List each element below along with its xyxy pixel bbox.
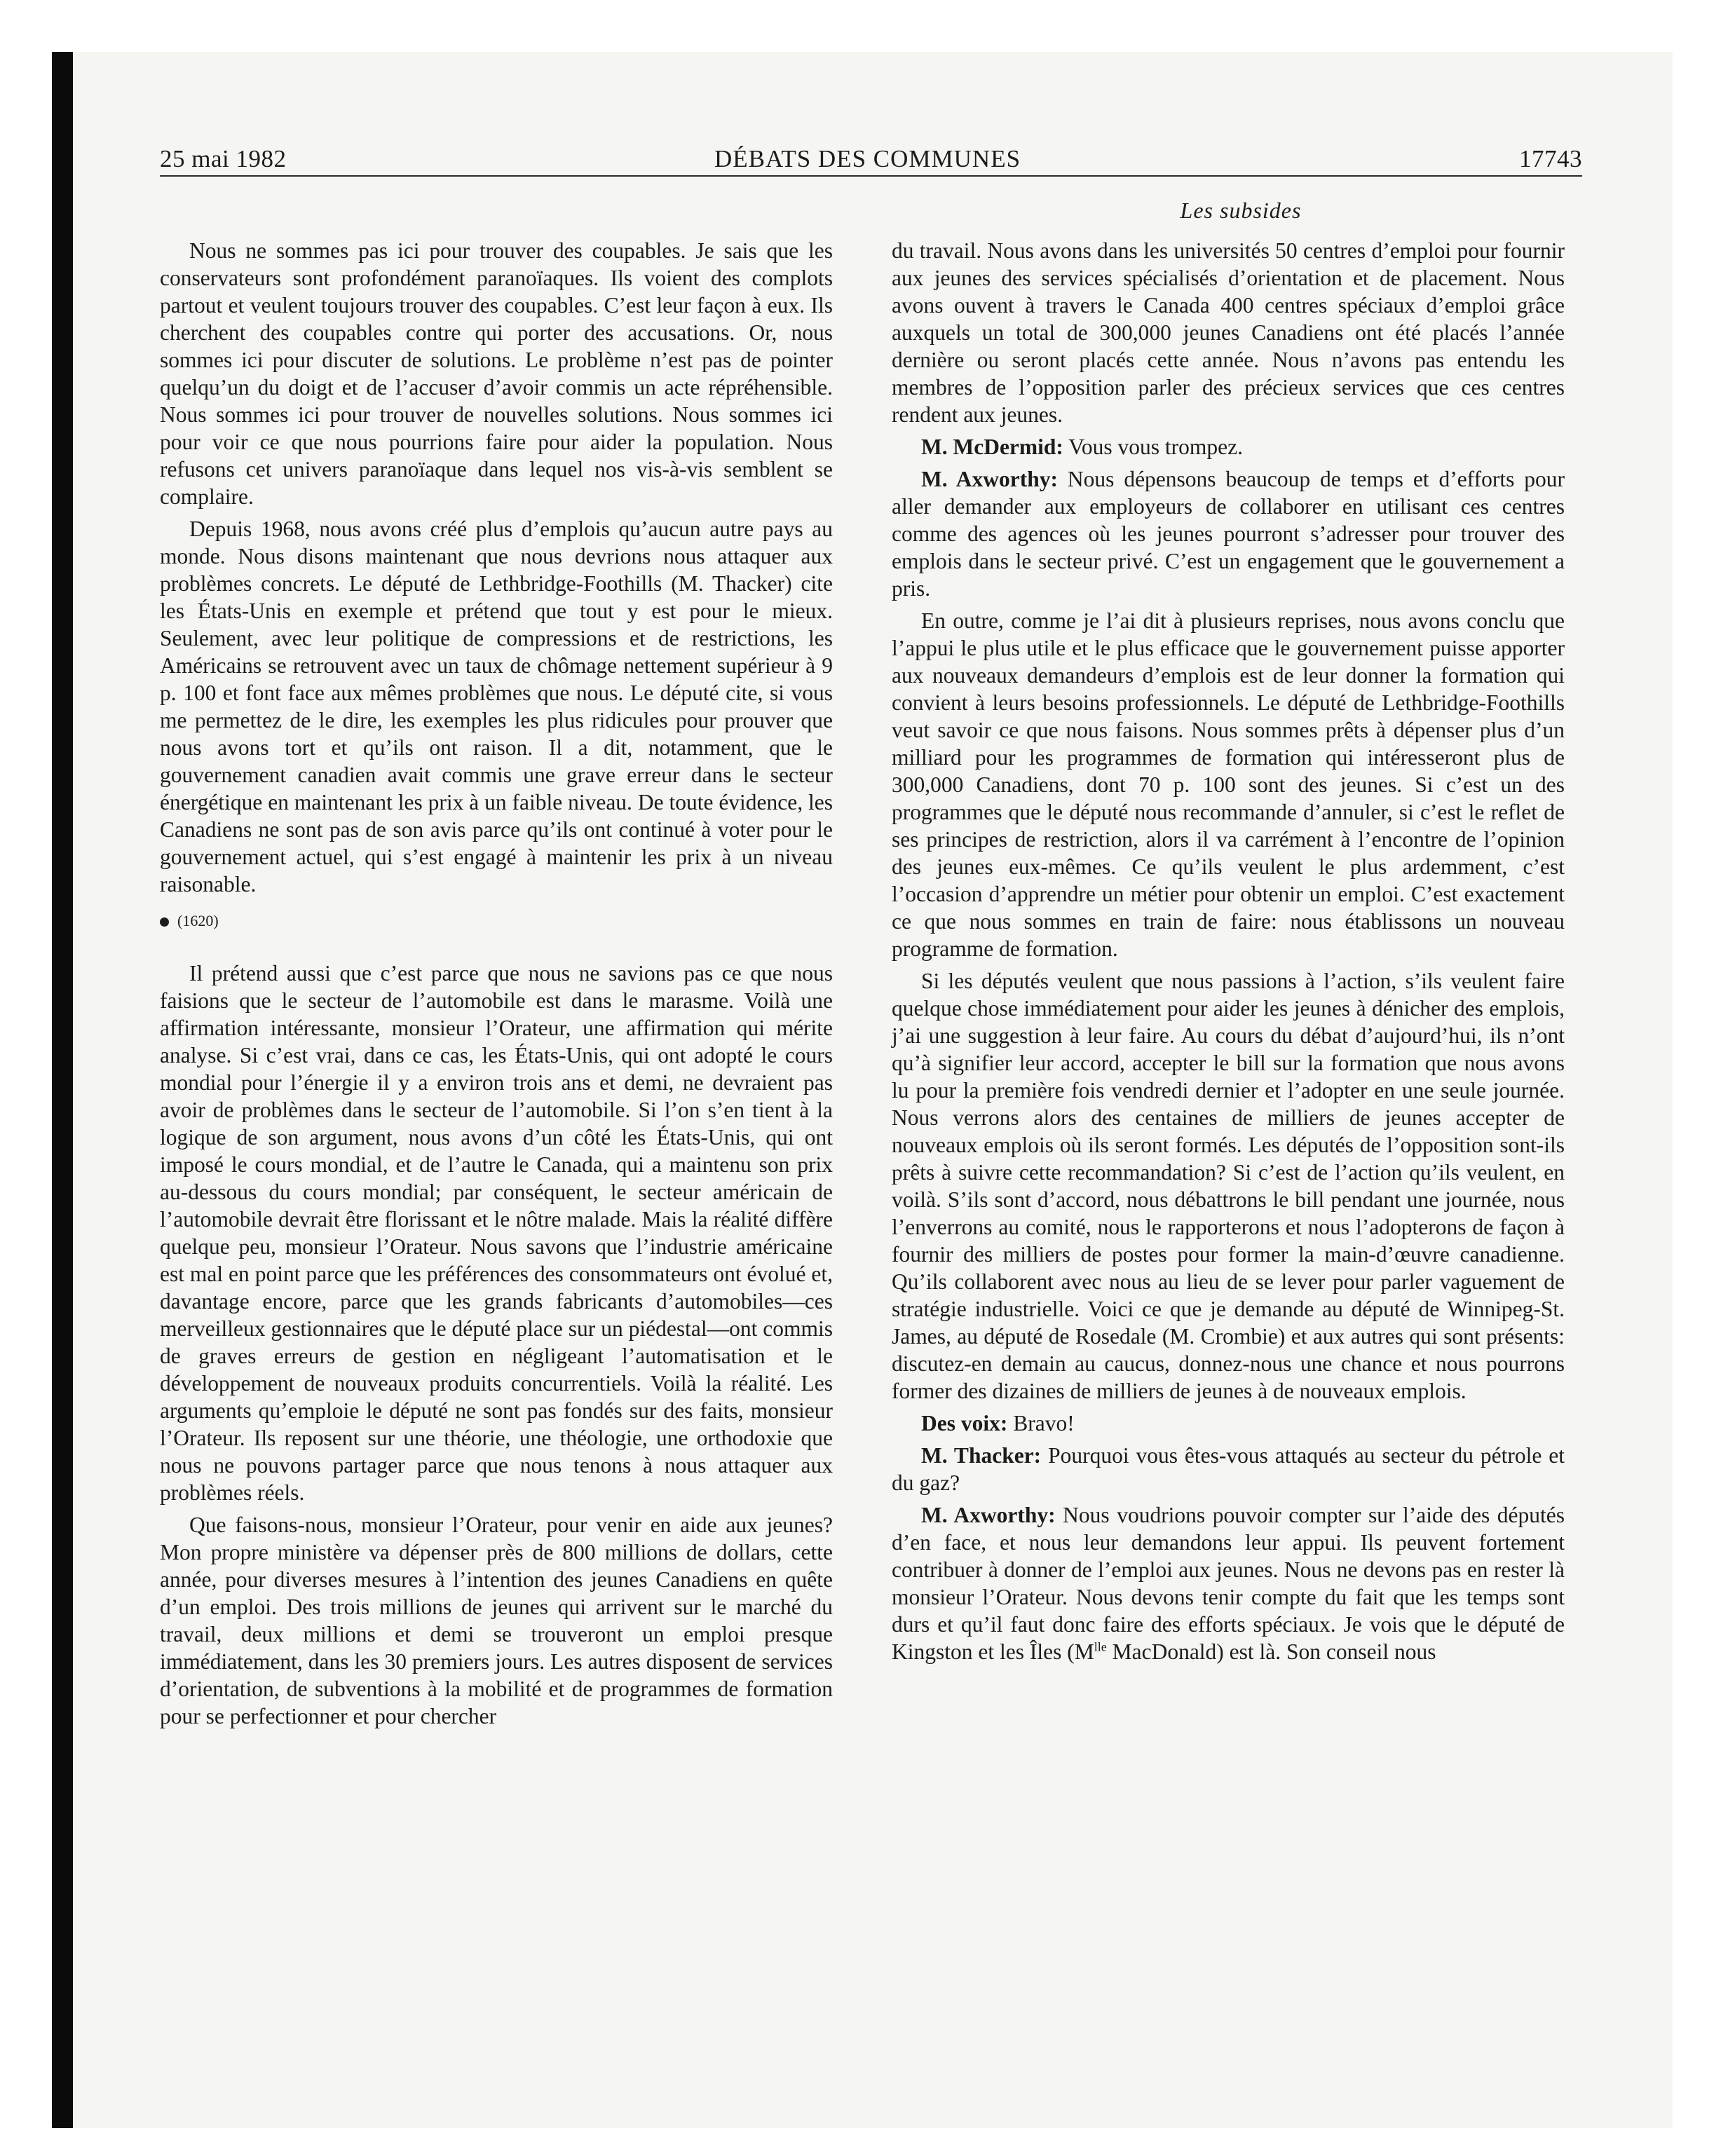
speech [892, 1501, 1565, 1665]
time-marker-text: (1620) [177, 912, 219, 929]
bullet-icon [160, 917, 169, 927]
speaker-name: M. McDermid: [921, 435, 1063, 459]
speaker-name: M. Axworthy: [921, 1503, 1056, 1527]
paragraph: Il prétend aussi que c’est parce que nous ne savions pas ce que nous faisions que le secteur de l’automobile est dans le marasme. Voilà une affirmation intéressante, monsieur l’Orateur, une affirmation qui mérite analyse. Si c’est vrai, dans ce cas, les États-Unis, qui ont adopté le cours mondial pour l’énergie il y a environ trois ans et demi, ne devraient pas avoir de problèmes dans le secteur de l’automobile. Si l’on s’en tient à la logique de son argument, nous avons d’un côté les États-Unis, qui ont imposé le cours mondial, et de l’autre le Canada, qui a maintenu son prix au-dessous du cours mondial; par conséquent, le secteur américain de l’automobile devrait être florissant et le nôtre malade. Mais la réalité diffère quelque peu, monsieur l’Orateur. Nous savons que l’industrie américaine est mal en point parce que les préférences des consommateurs ont évolué et, davantage encore, parce que les grands fabricants d’automobiles—ces merveilleux gestionnaires que le député place sur un piédestal—ont commis de graves erreurs de gestion en négligeant l’automatisation et le développement de nouveaux produits concurrentiels. Voilà la réalité. Les arguments qu’emploie le député ne sont pas fondés sur des faits, monsieur l’Orateur. Ils reposent sur une théorie, une théologie, une orthodoxie que nous ne pouvons partager parce que nous tenons à nous attaquer aux problèmes réels. [160, 961, 833, 1505]
speech [892, 1410, 1565, 1437]
speech-text: Pourquoi vous êtes-vous attaqués au secteur du pétrole et du gaz? [892, 1443, 1565, 1495]
header-page-number: 17743 [1519, 145, 1582, 172]
paragraph: En outre, comme je l’ai dit à plusieurs reprises, nous avons conclu que l’appui le plus utile et le plus efficace que le gouvernement puisse apporter aux nouveaux demandeurs d’emplois est de leur donner la formation qui convient à leurs besoins professionnels. Le député de Lethbridge-Foothills veut savoir ce que nous faisons. Nous sommes prêts à dépenser plus d’un milliard pour les programmes de formation qui intéresseront plus de 300,000 Canadiens, dont 70 p. 100 sont des jeunes. Si c’est un des programmes que le député nous recommande d’annuler, si c’est le reflet de ses principes de restriction, alors il va carrément à l’encontre de l’opinion des jeunes eux-mêmes. Ce qu’ils veulent le plus ardemment, c’est l’occasion d’apprendre un métier pour obtenir un emploi. C’est exactement ce que nous sommes en train de faire: nous établissons un nouveau programme de formation. [892, 608, 1565, 961]
speech-text: Nous voudrions pouvoir compter sur l’aide des députés d’en face, et nous leur demandons leur appui. Ils peuvent fortement contribuer à donner de l’emploi aux jeunes. Nous ne devons pas en rester là monsieur l’Orateur. Nous devons tenir compte du fait que les temps sont durs et qu’il faut donc faire des efforts spéciaux. Je vois que le député de Kingston et les Îles (M [892, 1503, 1565, 1664]
speaker-name: Des voix: [921, 1411, 1008, 1435]
paragraph: du travail. Nous avons dans les universités 50 centres d’emploi pour fournir aux jeunes des services spécialisés d’orientation et de placement. Nous avons ouvent à travers le Canada 400 centres spéciaux d’emploi grâce auxquels un total de 300,000 jeunes Canadiens ont été placés l’année dernière ou seront placés cette année. Nous n’avons pas entendu les membres de l’opposition parler des précieux services que ces centres rendent aux jeunes. [892, 238, 1565, 427]
speech [892, 433, 1565, 460]
paragraph: Si les députés veulent que nous passions à l’action, s’ils veulent faire quelque chose immédiatement pour aider les jeunes à dénicher des emplois, j’ai une suggestion à leur faire. Au cours du débat d’aujourd’hui, ils n’ont qu’à signifier leur accord, accepter le bill sur la formation que nous avons lu pour la première fois vendredi dernier et l’adopter en une seule journée. Nous verrons alors des centaines de milliers de jeunes accepter de nouveaux emplois où ils seront formés. Les députés de l’opposition sont-ils prêts à suivre cette recommandation? Si c’est de l’action qu’ils veulent, en voilà. S’ils sont d’accord, nous débattrons le bill pendant une journée, nous l’enverrons au comité, nous le rapporterons et nous l’adopterons de façon à fournir des milliers de postes pour former la main-d’œuvre canadienne. Qu’ils collaborent avec nous au lieu de se lever pour parler vaguement de stratégie industrielle. Voici ce que je demande au député de Winnipeg-St. James, au député de Rosedale (M. Crombie) et aux autres qui sont présents: discutez-en demain au caucus, donnez-nous une chance et nous pourrons former des dizaines de milliers de jeunes à de nouveaux emplois. [892, 969, 1565, 1403]
header-title: DÉBATS DES COMMUNES [714, 145, 1021, 172]
left-column [160, 237, 833, 1735]
section-title: Les subsides [1180, 198, 1302, 223]
speech-text: Bravo! [1013, 1411, 1075, 1435]
header-date: 25 mai 1982 [160, 145, 287, 172]
right-column [892, 237, 1565, 1670]
speaker-name: M. Thacker: [921, 1443, 1042, 1468]
speech-text-end: MacDonald) est là. Son conseil nous [1106, 1639, 1436, 1664]
speech-text: Nous dépensons beaucoup de temps et d’efforts pour aller demander aux employeurs de collaborer en utilisant ces centres comme des agences où les jeunes pourront s’adresser pour trouver des emplois dans le secteur privé. C’est un engagement que le gouvernement a pris. [892, 467, 1565, 601]
header-rule [160, 175, 1582, 177]
superscript: lle [1094, 1639, 1107, 1654]
paragraph: Depuis 1968, nous avons créé plus d’emplois qu’aucun autre pays au monde. Nous disons maintenant que nous devrions nous attaquer aux problèmes concrets. Le député de Lethbridge-Foothills (M. Thacker) cite les États-Unis en exemple et prétend que tout y est pour le mieux. Seulement, avec leur politique de compressions et de restrictions, les Américains se retrouvent avec un taux de chômage nettement supérieur à 9 p. 100 et font face aux mêmes problèmes que nous. Le député cite, si vous me permettez de le dire, les exemples les plus ridicules pour prouver que nous avons tort et qu’ils ont raison. Il a dit, notamment, que le gouvernement canadien avait commis une grave erreur dans le secteur énergétique en maintenant les prix à un faible niveau. De toute évidence, les Canadiens ne sont pas de son avis parce qu’ils ont continué à voter pour le gouvernement actuel, qui s’est engagé à maintenir les prix à un niveau raisonable. [160, 517, 833, 896]
speech [892, 1442, 1565, 1496]
speech-text: Vous vous trompez. [1068, 435, 1244, 459]
speech [892, 465, 1565, 602]
time-marker [160, 910, 833, 932]
paragraph: Nous ne sommes pas ici pour trouver des coupables. Je sais que les conservateurs sont profondément paranoïaques. Ils voient des complots partout et veulent toujours trouver des coupables. C’est leur façon à eux. Ils cherchent des coupables contre qui porter des accusations. Or, nous sommes ici pour discuter de solutions. Le problème n’est pas de pointer quelqu’un du doigt et de l’accuser d’avoir commis un acte répréhensible. Nous sommes ici pour trouver de nouvelles solutions. Nous sommes ici pour voir ce que nous pourrions faire pour aider la population. Nous refusons cet univers paranoïaque dans lequel nos vis-à-vis semblent se complaire. [160, 238, 833, 509]
speaker-name: M. Axworthy: [921, 467, 1058, 491]
paragraph: Que faisons-nous, monsieur l’Orateur, pour venir en aide aux jeunes? Mon propre ministère va dépenser près de 800 millions de dollars, cette année, pour diverses mesures à l’intention des jeunes Canadiens en quête d’un emploi. Des trois millions de jeunes qui arrivent sur le marché du travail, deux millions et demi se trouveront un emploi presque immédiatement, dans les 30 premiers jours. Les autres disposent de services d’orientation, de subventions à la mobilité et de programmes de formation pour se perfectionner et pour chercher [160, 1513, 833, 1728]
scan-edge-bar [52, 52, 73, 2128]
